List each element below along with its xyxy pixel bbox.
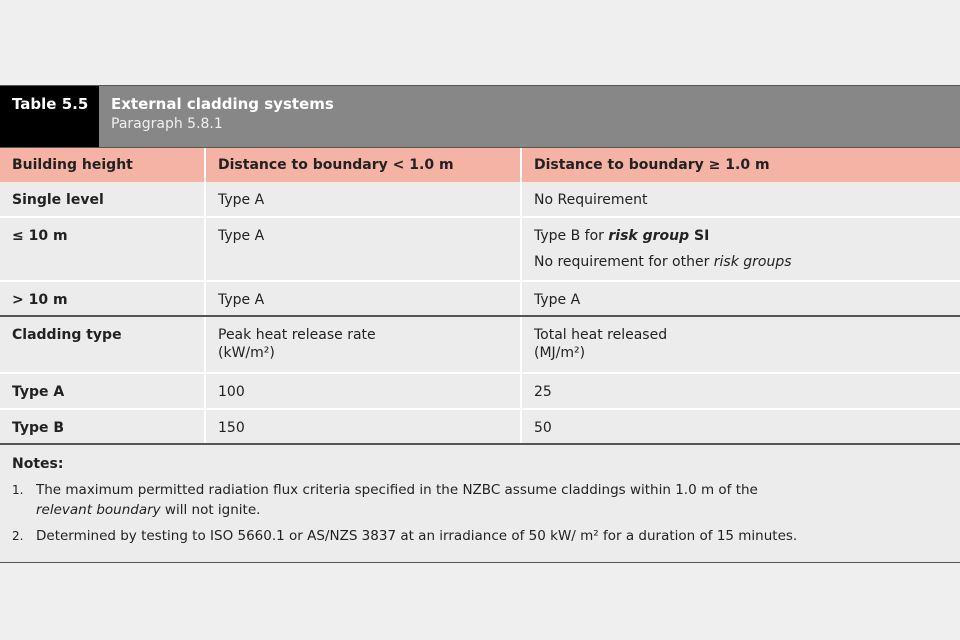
text: Type B for	[534, 228, 609, 244]
text: (MJ/m²)	[534, 345, 586, 361]
cladding-table	[0, 85, 960, 563]
table-row	[0, 218, 960, 282]
text: The maximum permitted radiation flux criteria specified in the NZBC assume claddings within 1.0 m of the	[36, 482, 758, 498]
text: Total heat released	[534, 327, 668, 343]
cell: No Requirement	[534, 192, 648, 208]
defined-term: risk groups	[713, 254, 792, 270]
cell	[522, 317, 960, 372]
table-row	[0, 410, 960, 445]
text: (kW/m²)	[218, 345, 275, 361]
table-row	[0, 182, 960, 218]
header-cell: Distance to boundary ≥ 1.0 m	[534, 157, 770, 173]
cell: Type B	[0, 410, 206, 443]
cell: 50	[534, 420, 552, 436]
cell: Type A	[0, 374, 206, 408]
cell: Type A	[206, 282, 522, 315]
cell: Type A	[534, 292, 581, 308]
text: will not ignite.	[160, 502, 261, 518]
header-cell: Distance to boundary < 1.0 m	[206, 148, 522, 182]
cell: 25	[534, 384, 552, 400]
note-number: 1.	[12, 483, 24, 497]
note	[12, 480, 948, 520]
cell: ≤ 10 m	[0, 218, 206, 280]
table-title-bar	[0, 86, 960, 148]
cladding-header-row	[0, 317, 960, 374]
notes	[0, 445, 960, 562]
table-title: External cladding systems	[111, 95, 334, 113]
table-row	[0, 282, 960, 317]
table-number: Table 5.5	[0, 86, 99, 147]
table-paragraph: Paragraph 5.8.1	[111, 116, 223, 132]
cell: Type A	[206, 218, 522, 280]
text: Determined by testing to ISO 5660.1 or AS/NZS 3837 at an irradiance of 50 kW/ m² for a duration of 15 minutes.	[36, 528, 798, 544]
text: Peak heat release rate	[218, 327, 376, 343]
header-row	[0, 148, 960, 182]
cell: Cladding type	[0, 317, 206, 372]
text: SI	[689, 228, 710, 244]
cell: Type A	[206, 182, 522, 216]
note-number: 2.	[12, 529, 24, 543]
cell	[206, 317, 522, 372]
note	[12, 526, 948, 546]
defined-term: relevant boundary	[36, 502, 161, 518]
text: No requirement for other	[534, 254, 714, 270]
cell: 150	[206, 410, 522, 443]
defined-term: risk group	[608, 228, 690, 244]
header-cell: Building height	[0, 148, 206, 182]
cell: 100	[206, 374, 522, 408]
table-row	[0, 374, 960, 410]
cell: Single level	[0, 182, 206, 216]
cell: > 10 m	[0, 282, 206, 315]
notes-title: Notes:	[12, 456, 64, 472]
cell	[522, 218, 960, 280]
